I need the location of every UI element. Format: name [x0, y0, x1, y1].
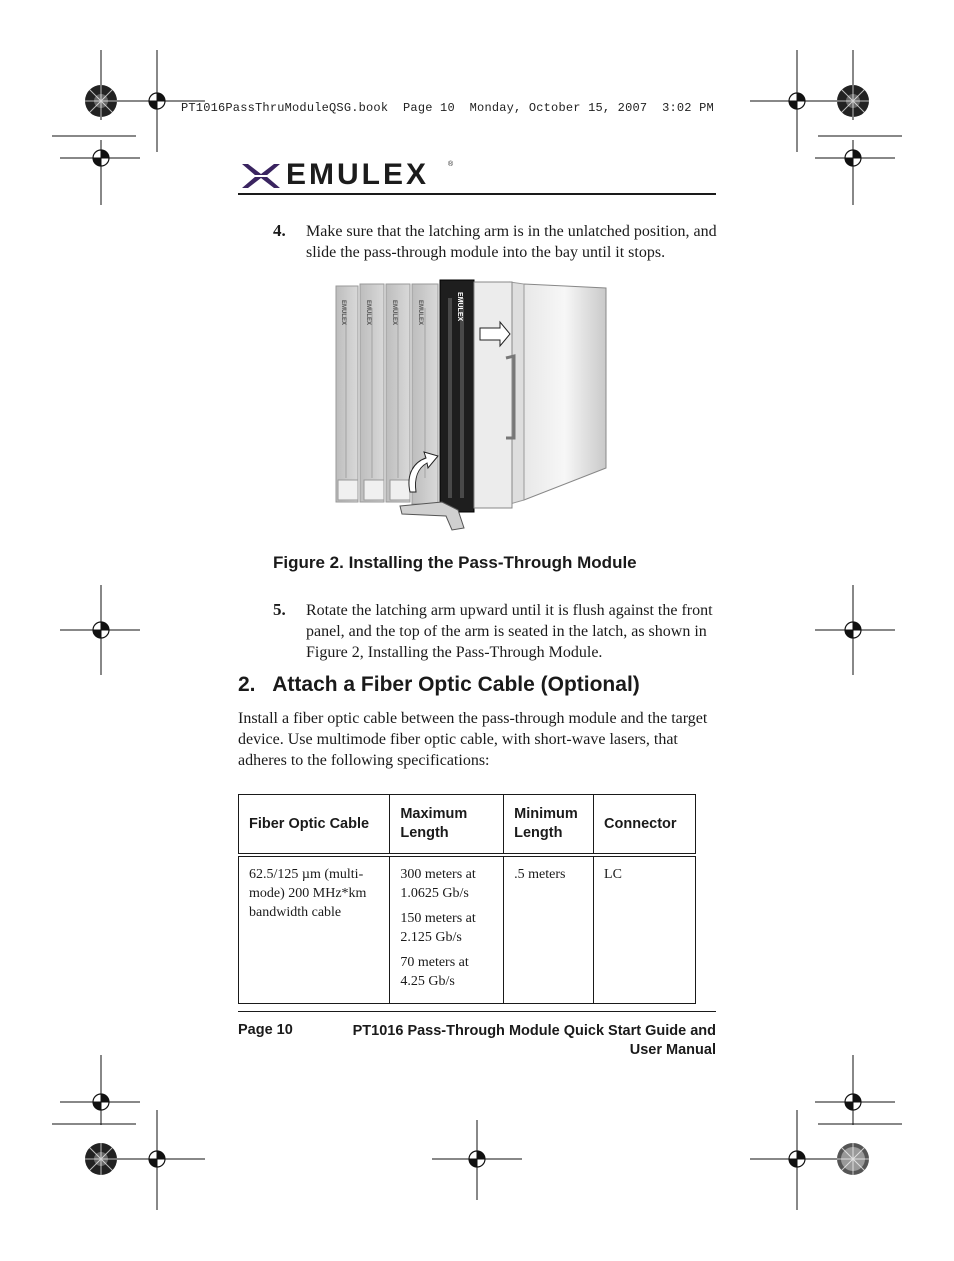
document-title: PT1016 Pass-Through Module Quick Start Guide and User Manual [352, 1023, 716, 1058]
header-rule [238, 193, 716, 195]
emulex-logo [240, 158, 460, 192]
section-heading: 2. Attach a Fiber Optic Cable (Optional) [238, 673, 640, 696]
column-header: Connector [594, 795, 696, 856]
print-stamp: PT1016PassThruModuleQSG.book Page 10 Monday, October 15, 2007 3:02 PM [181, 101, 714, 115]
section-body: Install a fiber optic cable between the pass-through module and the target device. Use multimode fiber optic cable, with short-wave lasers, that adheres to the following specifications: [238, 710, 708, 769]
max-length-value: 300 meters at 1.0625 Gb/s [400, 867, 476, 901]
slot-label: EMULEX [365, 300, 371, 326]
step-text: Rotate the latching arm upward until it is flush against the front panel, and the top of the arm is seated in the latch, as shown in Figure 2, Installing the Pass-Through Module. [306, 602, 713, 661]
min-length-cell: .5 meters [504, 855, 594, 1004]
step-text: Make sure that the latching arm is in the unlatched position, and slide the pass-through module into the bay until it stops. [306, 223, 717, 261]
figure-caption: Figure 2. Installing the Pass-Through Module [273, 553, 637, 572]
pass-through-module-figure [334, 278, 610, 540]
registered-mark: ® [448, 161, 454, 168]
footer-rule [238, 1011, 716, 1012]
fiber-spec-table [238, 794, 696, 1004]
table-row [239, 855, 696, 1004]
module-label: EMULEX [456, 292, 463, 322]
step-number: 5. [273, 600, 286, 619]
column-header: Minimum Length [504, 795, 594, 856]
page-number: Page 10 [238, 1022, 293, 1038]
max-length-value: 70 meters at 4.25 Gb/s [400, 955, 469, 989]
slot-label: EMULEX [340, 300, 346, 326]
table-header-row [239, 795, 696, 856]
column-header: Fiber Optic Cable [239, 795, 390, 856]
emulex-mark-icon [240, 161, 282, 191]
connector-cell: LC [594, 855, 696, 1004]
logo-wordmark: EMULEX [286, 158, 430, 191]
cable-cell: 62.5/125 µm (multi-mode) 200 MHz*km bandwidth cable [239, 855, 390, 1004]
max-length-cell [390, 855, 504, 1004]
column-header: Maximum Length [390, 795, 504, 856]
slot-label: EMULEX [417, 300, 423, 326]
max-length-value: 150 meters at 2.125 Gb/s [400, 911, 476, 945]
slot-label: EMULEX [391, 300, 397, 326]
step-number: 4. [273, 221, 286, 240]
